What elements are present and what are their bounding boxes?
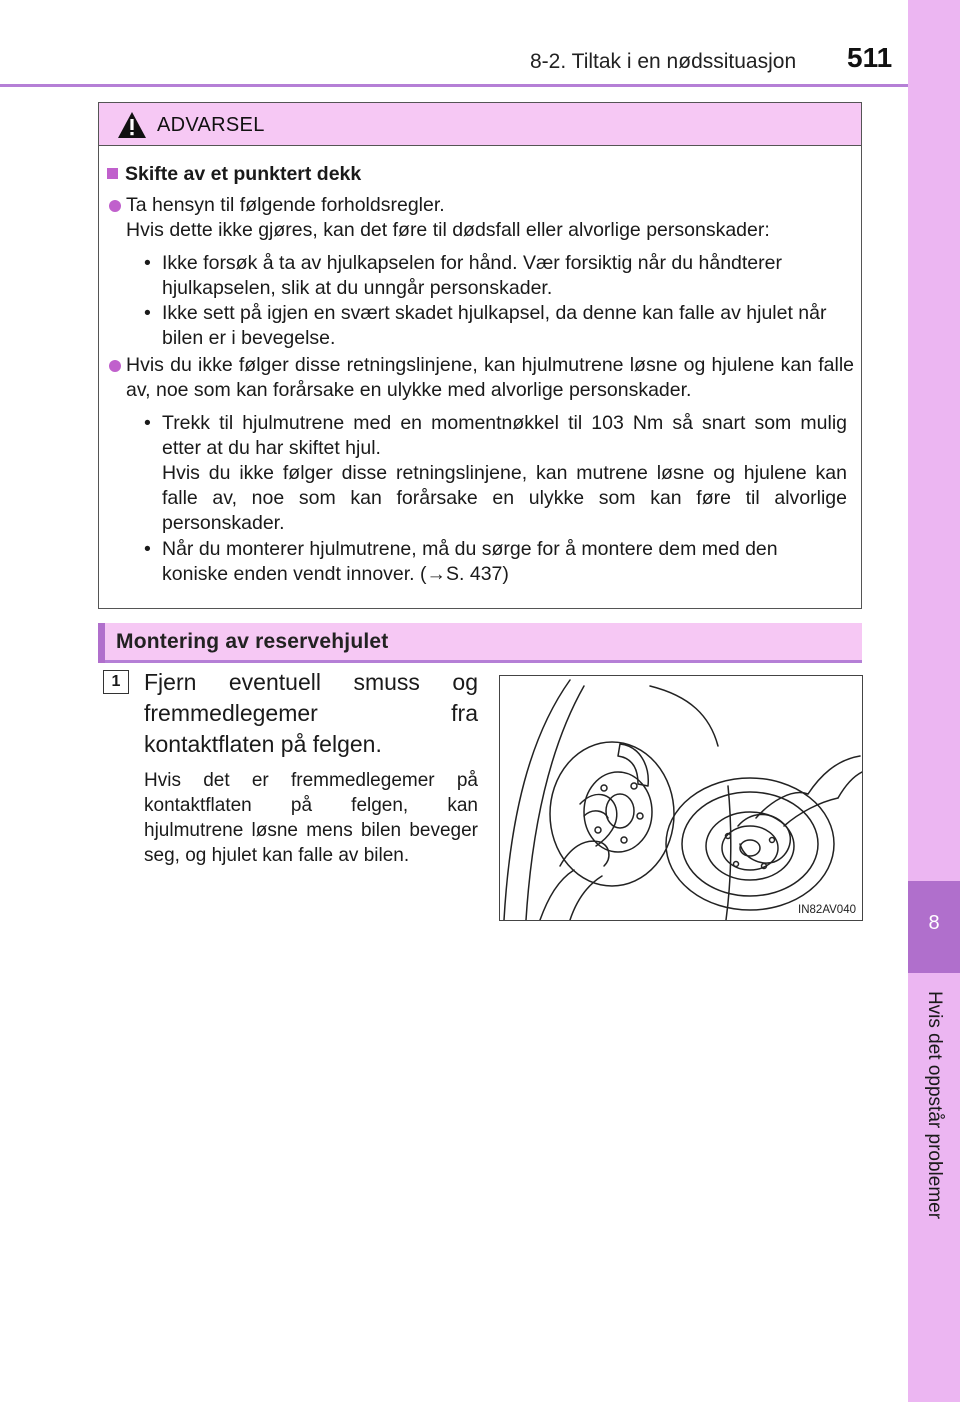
chapter-number: 8 [928, 912, 940, 934]
round-bullet-icon [109, 200, 121, 212]
section-accent [98, 623, 105, 663]
wheel-cleaning-illustration [499, 675, 863, 921]
warning-bullet-4: • Når du monterer hjulmutrene, må du sørge for å montere dem med den koniske enden vendt innover. (→S. 437) [162, 537, 847, 587]
warning-bullet-3-text: Trekk til hjulmutrene med en momentnøkkel til 103 Nm så snart som mulig etter at du har skiftet hjul. [162, 412, 847, 459]
page-number: 511 [847, 42, 893, 73]
chapter-title: Hvis det oppstår problemer [924, 990, 945, 1220]
warning-title: ADVARSEL [157, 114, 265, 136]
warning-bullet-3-text2: Hvis du ikke følger disse retningslinjene, kan mutrene løsne og hjulene kan falle av, noe som kan forårsake en ulykke som kan føre til alvorlige personskader. [162, 462, 847, 534]
square-bullet-icon [107, 168, 118, 179]
warning-box [98, 102, 862, 609]
warning-bullet-4-text: Når du monterer hjulmutrene, må du sørge for å montere dem med den koniske enden vendt innover. (→S. 437) [162, 538, 778, 585]
warning-bullet-1-text: Ikke forsøk å ta av hjulkapselen for hånd. Vær forsiktig når du håndterer hjulkapselen, slik at du unngår personskader. [162, 252, 782, 299]
section-heading-bar [98, 623, 862, 663]
warning-subheading [107, 162, 361, 187]
warning-triangle-icon [117, 111, 147, 139]
step-note: Hvis det er fremmedlegemer på kontaktflaten på felgen, kan hjulmutrene løsne mens bilen beveger seg, og hjulet kan falle av bilen. [144, 770, 478, 866]
warning-bullet-2-text: Ikke sett på igjen en svært skadet hjulkapsel, da denne kan falle av hjulet når bilen er i bevegelse. [162, 302, 827, 349]
warning-header [99, 103, 861, 146]
wheel-cleaning-drawing [500, 676, 862, 920]
warning-bullet-2: • Ikke sett på igjen en svært skadet hjulkapsel, da denne kan falle av hjulet når bilen er i bevegelse. [162, 301, 847, 351]
warning-item-2 [126, 353, 854, 403]
warning-item-1-text2: Hvis dette ikke gjøres, kan det føre til dødsfall eller alvorlige personskader: [126, 219, 770, 241]
header-rule [0, 84, 908, 87]
warning-item-1-text: Ta hensyn til følgende forholdsregler. [126, 194, 445, 216]
warning-item-1 [126, 193, 854, 243]
warning-bullet-1: • Ikke forsøk å ta av hjulkapselen for hånd. Vær forsiktig når du håndterer hjulkapselen, slik at du unngår personskader. [162, 251, 847, 301]
warning-bullet-3: • Trekk til hjulmutrene med en momentnøkkel til 103 Nm så snart som mulig etter at du har skiftet hjul. Hvis du ikke følger disse retningslinjene, kan mutrene løsne og hjulene kan falle av, noe som kan forårsake en ulykke som kan føre til alvorlige personskader. [144, 412, 847, 534]
warning-subheading-text: Skifte av et punktert dekk [125, 163, 362, 185]
warning-item-2-text: Hvis du ikke følger disse retningslinjene, kan hjulmutrene løsne og hjulene kan falle av, noe som kan forårsake en ulykke med alvorlige personskader. [126, 354, 854, 401]
section-title: 8-2. Tiltak i en nødssituasjon [530, 50, 797, 73]
round-bullet-icon [109, 360, 121, 372]
step-text: Fjern eventuell smuss og fremmedlegemer fra kontaktflaten på felgen. [144, 669, 478, 757]
figure-code: IN82AV040 [798, 904, 856, 916]
step-number: 1 [103, 670, 129, 694]
section-heading: Montering av reservehjulet [116, 630, 389, 653]
